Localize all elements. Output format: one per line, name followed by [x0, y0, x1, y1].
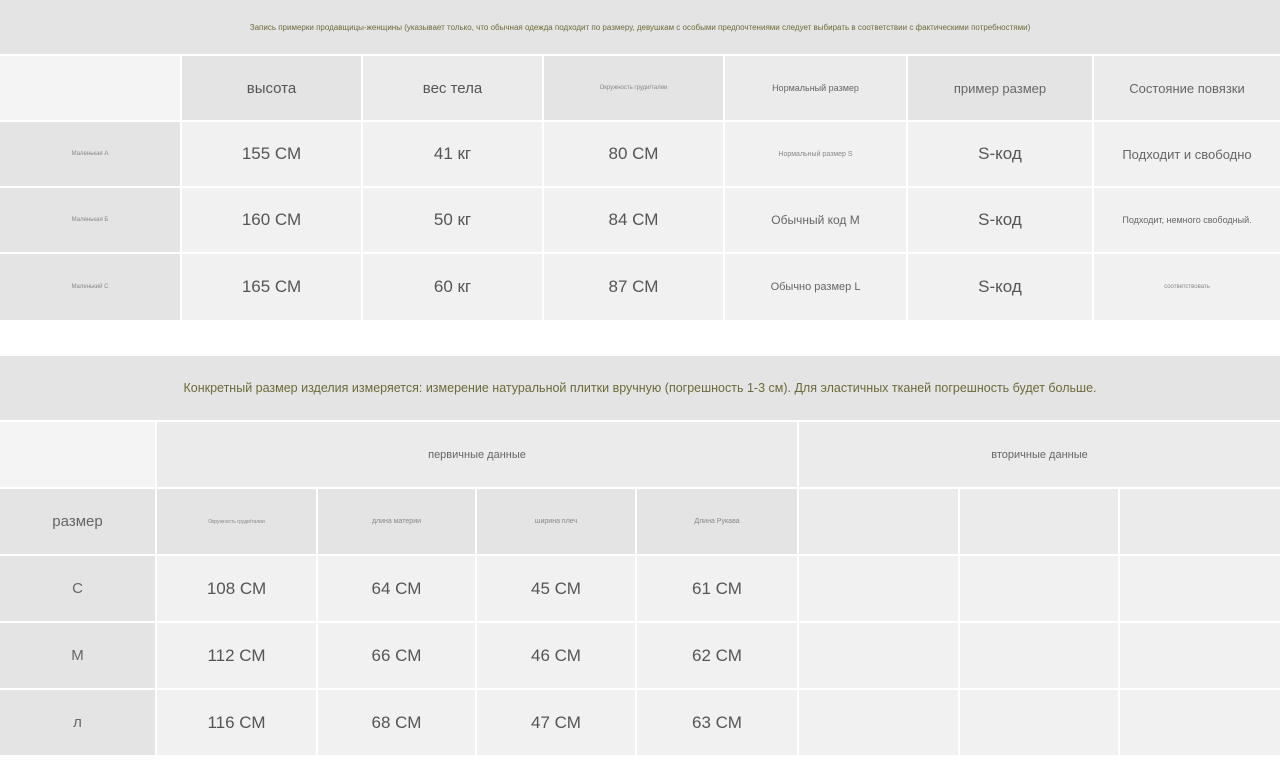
- size-empty: [960, 623, 1118, 688]
- fit-row-height: 155 СМ: [182, 122, 361, 186]
- col-header-shoulder: ширина плеч: [477, 489, 635, 554]
- fit-header-height: высота: [182, 56, 361, 120]
- fit-note-banner: [0, 0, 1280, 54]
- size-value: 46 СМ: [477, 623, 635, 688]
- fit-row-normal-size: Нормальный размер S: [725, 122, 906, 186]
- size-empty: [960, 690, 1118, 755]
- fit-row-model: Маленькая А: [0, 122, 180, 186]
- size-value: 45 СМ: [477, 556, 635, 621]
- fit-row-weight: 60 кг: [363, 254, 542, 320]
- fit-row-normal-size: Обычно размер L: [725, 254, 906, 320]
- fit-row-weight: 50 кг: [363, 188, 542, 252]
- size-empty: [1120, 623, 1280, 688]
- fit-row-height: 160 СМ: [182, 188, 361, 252]
- fit-header-weight: вес тела: [363, 56, 542, 120]
- size-value: 64 СМ: [318, 556, 475, 621]
- fit-row-tried-size: S-код: [908, 254, 1092, 320]
- fit-row-tried-size: S-код: [908, 122, 1092, 186]
- fit-header-tried-size: пример размер: [908, 56, 1092, 120]
- fit-row-model: Маленький С: [0, 254, 180, 320]
- size-row-label: С: [0, 556, 155, 621]
- fit-row-normal-size: Обычный код М: [725, 188, 906, 252]
- fit-row-weight: 41 кг: [363, 122, 542, 186]
- fit-row-tried-size: S-код: [908, 188, 1092, 252]
- size-value: 108 СМ: [157, 556, 316, 621]
- col-header-length: длина материи: [318, 489, 475, 554]
- size-row-label: М: [0, 623, 155, 688]
- size-empty: [799, 690, 958, 755]
- size-empty: [799, 556, 958, 621]
- size-empty: [1120, 556, 1280, 621]
- fit-row-fit-state: Подходит, немного свободный.: [1094, 188, 1280, 252]
- size-empty: [960, 556, 1118, 621]
- size-note-text: Конкретный размер изделия измеряется: измерение натуральной плитки вручную (погрешность 1-3 см). Для эластичных тканей погрешность будет больше.: [183, 381, 1097, 395]
- size-empty: [1120, 690, 1280, 755]
- size-value: 112 СМ: [157, 623, 316, 688]
- fit-note-text: Запись примерки продавщицы-женщины (указывает только, что обычная одежда подходит по размеру, девушкам с особыми предпочтениями следует выбирать в соответствии с фактическими потребностями): [249, 22, 1031, 32]
- group-primary-header: первичные данные: [157, 422, 797, 487]
- fit-row-fit-state: Подходит и свободно: [1094, 122, 1280, 186]
- size-value: 62 СМ: [637, 623, 797, 688]
- col-header-empty: [799, 489, 958, 554]
- size-header-corner: [0, 422, 155, 487]
- col-header-empty: [1120, 489, 1280, 554]
- fit-row-bust: 80 СМ: [544, 122, 723, 186]
- size-value: 61 СМ: [637, 556, 797, 621]
- size-value: 63 СМ: [637, 690, 797, 755]
- size-row-label: л: [0, 690, 155, 755]
- fit-header-fit-state: Состояние повязки: [1094, 56, 1280, 120]
- fit-header-bust: Окружность груди/талии: [544, 56, 723, 120]
- fit-row-model: Маленькая Б: [0, 188, 180, 252]
- size-value: 68 СМ: [318, 690, 475, 755]
- size-value: 116 СМ: [157, 690, 316, 755]
- group-secondary-header: вторичные данные: [799, 422, 1280, 487]
- fit-row-bust: 87 СМ: [544, 254, 723, 320]
- fit-row-fit-state: соответствовать: [1094, 254, 1280, 320]
- fit-header-normal-size: Нормальный размер: [725, 56, 906, 120]
- size-label-header: размер: [0, 489, 155, 554]
- fit-header-corner: [0, 56, 180, 120]
- fit-row-bust: 84 СМ: [544, 188, 723, 252]
- size-value: 66 СМ: [318, 623, 475, 688]
- size-note-banner: [0, 356, 1280, 420]
- size-empty: [799, 623, 958, 688]
- col-header-bust: Окружность груди/талии: [157, 489, 316, 554]
- fit-row-height: 165 СМ: [182, 254, 361, 320]
- col-header-empty: [960, 489, 1118, 554]
- col-header-sleeve: Длина Рукава: [637, 489, 797, 554]
- size-value: 47 СМ: [477, 690, 635, 755]
